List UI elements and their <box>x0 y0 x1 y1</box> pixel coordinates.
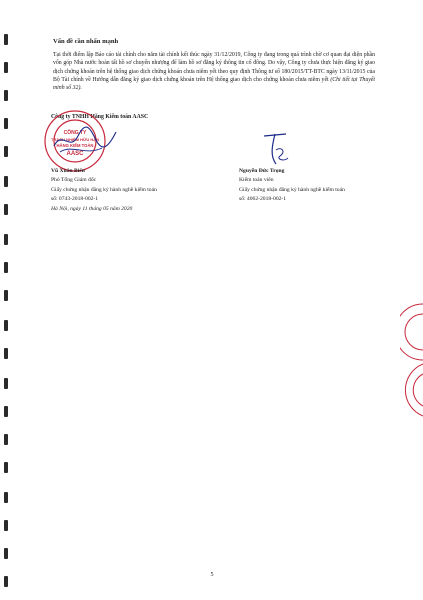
company-name: Công ty TNHH Hãng Kiểm toán AASC <box>51 114 149 120</box>
seal-bottom-text: AASC <box>66 151 84 157</box>
binder-ring <box>4 290 8 301</box>
binder-ring <box>4 492 8 503</box>
right-signer-certificate: Giấy chứng nhận đăng ký hành nghề kiểm toán <box>239 186 345 193</box>
right-signer-name: Nguyễn Đức Trọng <box>239 168 285 174</box>
binder-ring <box>4 320 8 331</box>
left-signer-name: Vũ Xuân Biển <box>51 168 85 174</box>
seal-top-text: CÔNG TY <box>63 130 87 136</box>
binder-ring <box>4 90 8 101</box>
binder-ring <box>4 34 8 45</box>
binder-ring <box>4 520 8 531</box>
binder-ring <box>4 262 8 273</box>
binder-ring <box>4 378 8 389</box>
binder-ring <box>4 204 8 215</box>
binder-ring <box>4 462 8 473</box>
binder-ring <box>4 548 8 559</box>
binder-ring <box>4 576 8 587</box>
emphasis-text: Tại thời điểm lập Báo cáo tài chính cho năm tài chính kết thúc ngày 31/12/2019, Công ty đang trong quá trình chờ cơ quan đại diện phần vốn góp Nhà nước hoàn tất hồ sơ chuyển nhượng để làm hồ sơ đăng ký thông tin cổ đông. Do vậy, Công ty chưa thực hiện đăng ký giao dịch chứng khoán trên hệ thống giao dịch chứng khoán chưa niêm yết theo quy định Thông tư số 180/2015/TT-BTC ngày 13/11/2015 của Bộ Tài chính về Hướng dẫn đăng ký giao dịch chứng khoán trên Hệ thống giao dịch cho chứng khoán chưa niêm yết <box>53 52 375 83</box>
binder-ring <box>4 176 8 187</box>
binder-ring <box>4 118 8 129</box>
left-signer-certificate: Giấy chứng nhận đăng ký hành nghề kiểm toán <box>51 186 157 193</box>
right-signer-title: Kiểm toán viên <box>239 177 274 184</box>
emphasis-heading: Vấn đề cần nhấn mạnh <box>53 38 119 45</box>
emphasis-paragraph <box>53 51 375 92</box>
edge-seal-icon <box>400 300 423 420</box>
left-signature-icon <box>50 122 120 162</box>
binder-ring <box>4 348 8 359</box>
right-signer-number: số: 4062-2018-002-1 <box>239 196 287 203</box>
right-signer-block <box>239 167 345 205</box>
binder-ring <box>4 146 8 157</box>
binder-ring <box>4 406 8 417</box>
binder-ring <box>4 234 8 245</box>
place-date: Hà Nội, ngày 11 tháng 05 năm 2020 <box>51 205 133 212</box>
left-signer-number: số: 0743-2018-002-1 <box>51 196 99 203</box>
binder-ring <box>4 62 8 73</box>
binder-ring <box>4 434 8 445</box>
left-signer-block <box>51 167 157 214</box>
left-signer-title: Phó Tổng Giám đốc <box>51 177 97 184</box>
seal-company-text: HÃNG KIỂM TOÁN <box>56 143 94 148</box>
seal-middle-text: TRÁCH NHIỆM HỮU HẠN <box>51 137 99 142</box>
emphasis-reference: (Chi tiết tại Thuyết minh số 32). <box>53 76 375 92</box>
page-number: 5 <box>210 572 214 578</box>
right-signature-icon <box>258 128 294 170</box>
